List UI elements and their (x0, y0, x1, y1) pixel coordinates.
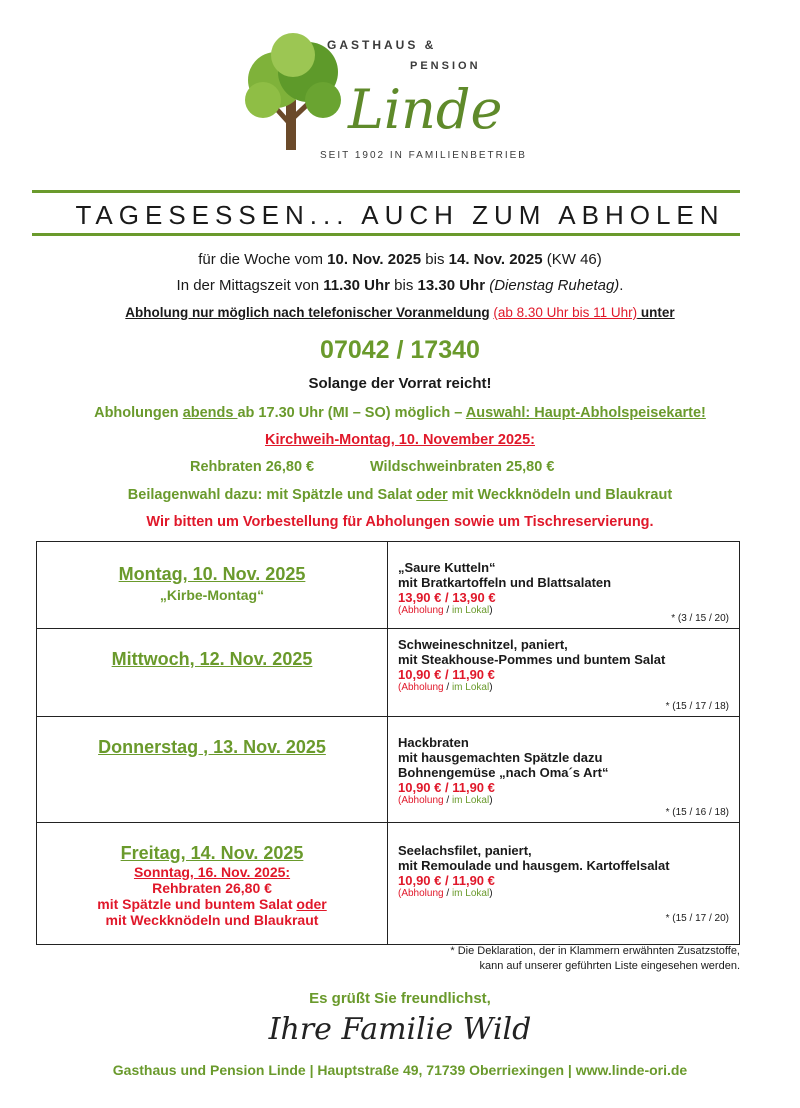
headline-rule-bottom (32, 233, 740, 236)
declaration-note-2: kann auf unserer geführten Liste eingesehen werden. (479, 960, 740, 972)
kirchweih-title: Kirchweih-Montag, 10. November 2025: (265, 432, 535, 448)
day-title: Freitag, 14. Nov. 2025 (120, 843, 304, 863)
declaration-note-1: * Die Deklaration, der in Klammern erwähnten Zusatzstoffe, (450, 945, 740, 957)
dish-price: 13,90 € / 13,90 € (398, 590, 496, 605)
special-wildschwein: Wildschweinbraten 25,80 € (370, 459, 555, 475)
special-rehbraten: Rehbraten 26,80 € (190, 459, 315, 475)
logo-pension-text: PENSION (410, 60, 481, 72)
day-cell (37, 823, 388, 945)
headline-rule-top (32, 190, 740, 193)
dish-line-2: mit hausgemachten Spätzle dazu (398, 750, 603, 765)
day-cell (37, 629, 388, 717)
signature: Ihre Familie Wild (268, 1012, 532, 1047)
logo-tagline: SEIT 1902 IN FAMILIENBETRIEB (320, 150, 527, 161)
dish-line-3: Bohnengemüse „nach Oma´s Art“ (398, 765, 609, 780)
day-title: Donnerstag , 13. Nov. 2025 (98, 737, 326, 757)
page-title: TAGESESSEN... AUCH ZUM ABHOLEN (75, 200, 725, 230)
logo-gasthaus-text: GASTHAUS & (327, 38, 437, 52)
hours-line: In der Mittagszeit von 11.30 Uhr bis 13.30 Uhr (Dienstag Ruhetag). (176, 277, 624, 294)
price-note: (Abholung / im Lokal) (398, 795, 493, 806)
sunday-item: Rehbraten 26,80 € (152, 880, 272, 896)
logo-name: Linde (348, 78, 503, 141)
table-row (37, 717, 740, 823)
dish-cell (388, 717, 740, 823)
dish-price: 10,90 € / 11,90 € (398, 873, 495, 888)
table-row (37, 542, 740, 629)
dish-line-2: mit Bratkartoffeln und Blattsalaten (398, 575, 612, 590)
dish-line-1: Schweineschnitzel, paniert, (398, 637, 568, 652)
dish-line-1: Seelachsfilet, paniert, (398, 843, 532, 858)
footer-address: Gasthaus und Pension Linde | Hauptstraße 49, 71739 Oberriexingen | www.linde-ori.de (112, 1062, 688, 1078)
pickup-line: Abholung nur möglich nach telefonischer Voranmeldung (ab 8.30 Uhr bis 11 Uhr) unter (125, 305, 675, 320)
declaration-code: * (15 / 17 / 20) (665, 913, 729, 924)
sunday-title: Sonntag, 16. Nov. 2025: (133, 864, 291, 880)
day-cell (37, 717, 388, 823)
dish-price: 10,90 € / 11,90 € (398, 667, 495, 682)
sides-line: Beilagenwahl dazu: mit Spätzle und Salat oder mit Weckknödeln und Blaukraut (127, 487, 673, 503)
dish-line-1: Hackbraten (398, 735, 469, 750)
price-note: (Abholung / im Lokal) (398, 605, 493, 616)
price-note: (Abholung / im Lokal) (398, 888, 493, 899)
price-note: (Abholung / im Lokal) (398, 682, 493, 693)
supply-note: Solange der Vorrat reicht! (308, 375, 492, 392)
reservation-note: Wir bitten um Vorbestellung für Abholungen sowie um Tischreservierung. (146, 514, 654, 530)
sunday-sides-2: mit Weckknödeln und Blaukraut (105, 912, 319, 928)
day-cell (37, 542, 388, 629)
week-line: für die Woche vom 10. Nov. 2025 bis 14. Nov. 2025 (KW 46) (198, 251, 602, 268)
day-title: Montag, 10. Nov. 2025 (118, 564, 306, 584)
dish-cell (388, 629, 740, 717)
declaration-code: * (15 / 17 / 18) (665, 701, 729, 712)
declaration-code: * (3 / 15 / 20) (671, 613, 729, 624)
declaration-code: * (15 / 16 / 18) (665, 807, 729, 818)
dish-cell (388, 823, 740, 945)
dish-line-2: mit Steakhouse-Pommes und buntem Salat (398, 652, 666, 667)
day-subtitle: „Kirbe-Montag“ (159, 587, 265, 603)
greeting: Es grüßt Sie freundlichst, (309, 990, 491, 1007)
dish-cell (388, 542, 740, 629)
sunday-sides: mit Spätzle und buntem Salat oder (97, 896, 327, 912)
dish-price: 10,90 € / 11,90 € (398, 780, 495, 795)
menu-table (36, 541, 740, 945)
table-row (37, 629, 740, 717)
day-title: Mittwoch, 12. Nov. 2025 (111, 649, 313, 669)
dish-line-1: „Saure Kutteln“ (398, 560, 496, 575)
table-row (37, 823, 740, 945)
evening-line: Abholungen abends ab 17.30 Uhr (MI – SO) möglich – Auswahl: Haupt-Abholspeisekarte! (94, 405, 706, 421)
phone-number[interactable]: 07042 / 17340 (320, 336, 480, 364)
dish-line-2: mit Remoulade und hausgem. Kartoffelsalat (398, 858, 670, 873)
